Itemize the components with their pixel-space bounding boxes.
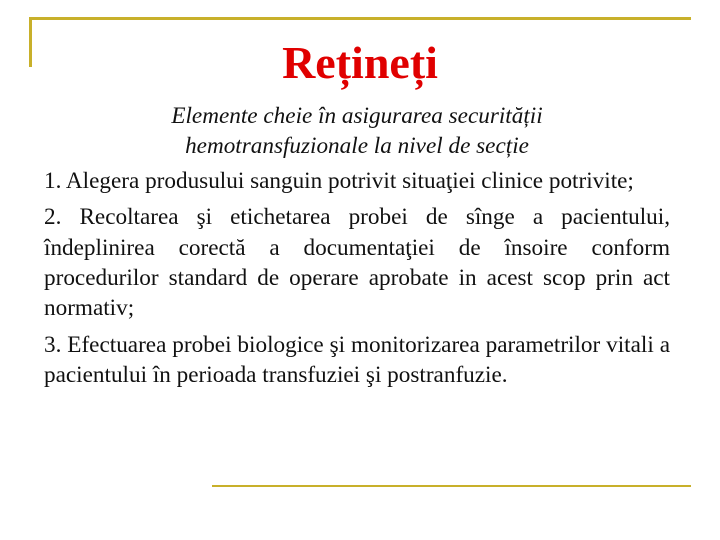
list-item-1: 1. Alegera produsului sanguin potrivit situaţiei clinice potrivite; [44, 167, 634, 194]
slide-title: Rețineți [282, 37, 438, 88]
subtitle-line-1: Elemente cheie în asigurarea securității [171, 103, 543, 129]
list-item-3: 3. Efectuarea probei biologice şi monitorizarea parametrilor vitali a pacientului în perioada transfuziei şi postranfuzie. [44, 331, 670, 389]
subtitle-line-2: hemotransfuzionale la nivel de secție [185, 133, 529, 160]
frame-top-border [29, 17, 691, 20]
slide-body [44, 101, 670, 397]
slide-subtitle [44, 101, 670, 162]
frame-bottom-border [212, 485, 691, 487]
list-item-2: 2. Recoltarea şi etichetarea probei de sînge a pacientului, îndeplinirea corectă a documentaţiei de însoire conform procedurilor standard de operare aprobate in acest scop prin act normativ; [44, 204, 670, 322]
